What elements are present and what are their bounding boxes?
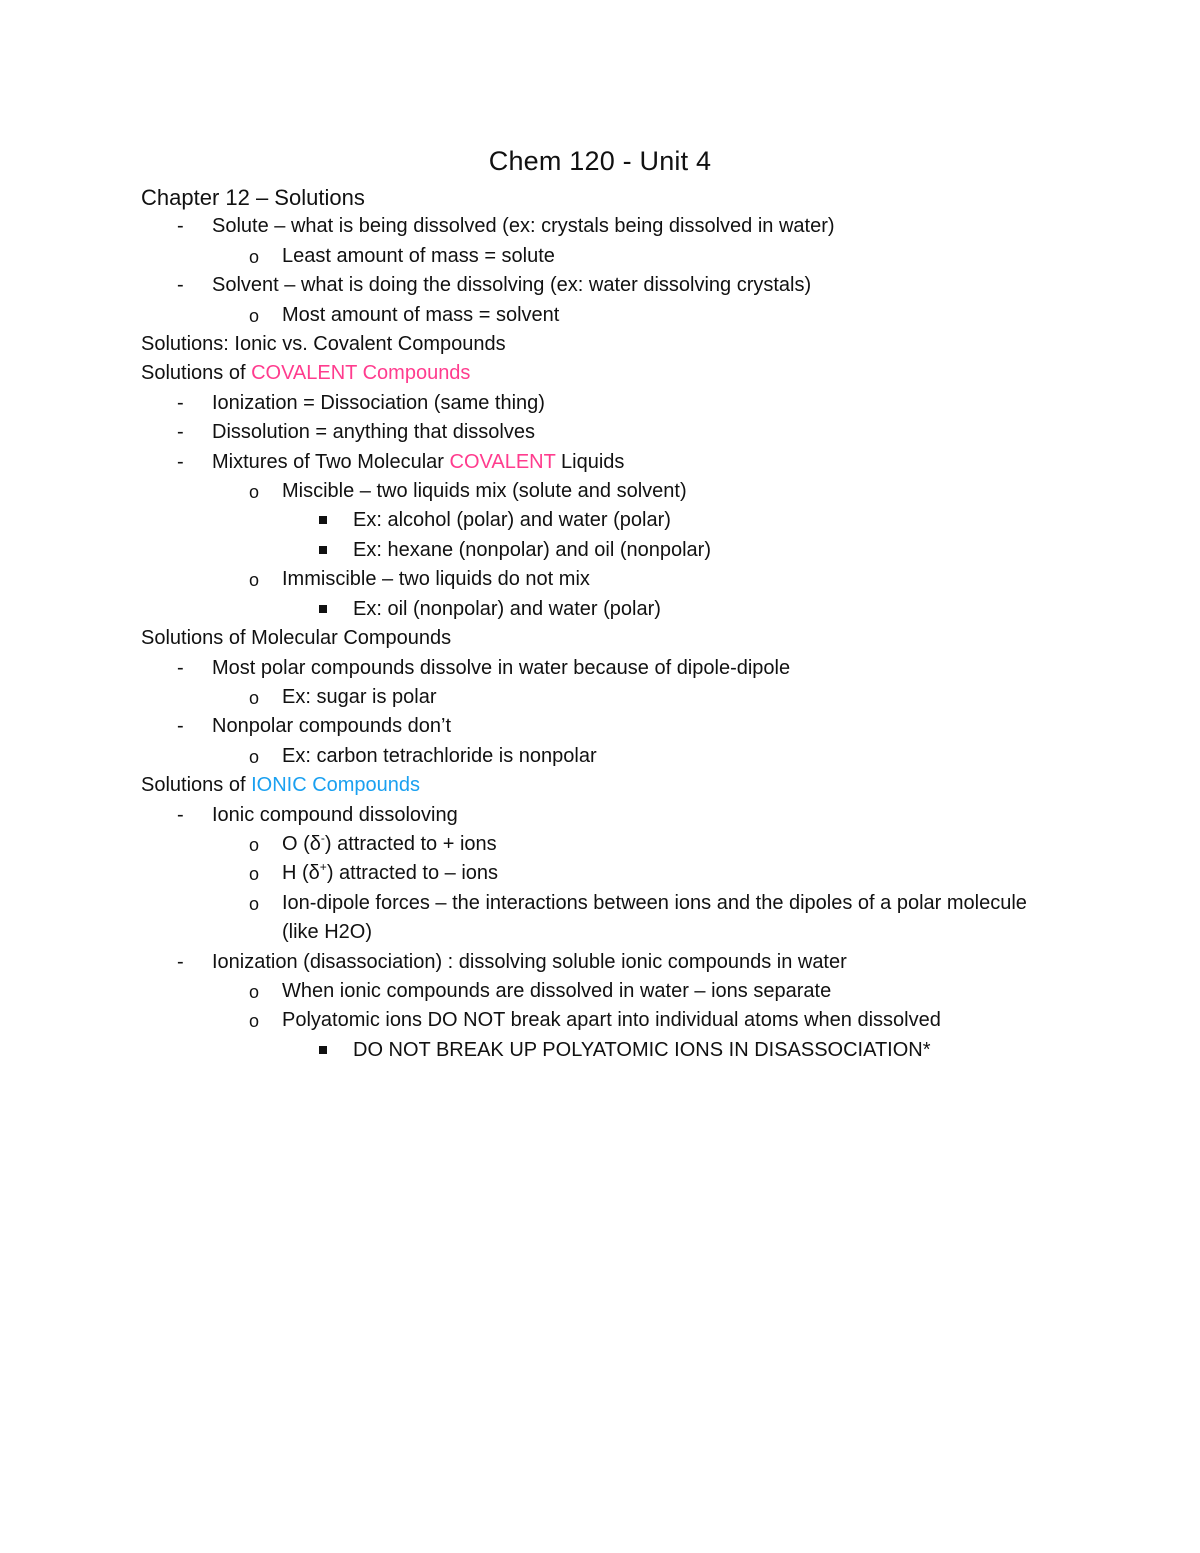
ion-dipole-definition: Ion-dipole forces – the interactions between ions and the dipoles of a polar molecule (like H2O) [282,891,1027,944]
section-heading-ionic [141,771,1041,800]
list-item [141,506,1041,535]
circle-bullet-icon: o [249,687,260,708]
list-item [141,859,1041,888]
list-item [141,595,1041,624]
solute-definition: Solute – what is being dissolved (ex: crystals being dissolved in water) [212,215,835,238]
list-item [141,683,1041,712]
circle-bullet-icon: o [249,834,260,855]
solvent-note: Most amount of mass = solvent [282,303,560,326]
list-item [141,654,1041,683]
dash-bullet-icon: - [177,274,184,297]
list-item [141,389,1041,418]
circle-bullet-icon: o [249,570,260,591]
dash-bullet-icon: - [177,391,184,414]
dash-bullet-icon: - [177,656,184,679]
page-title: Chem 120 - Unit 4 [488,146,712,176]
oxygen-charge: - [320,830,325,845]
list-item [141,242,1041,271]
list-item [141,742,1041,771]
list-item [141,271,1041,300]
list-item [141,448,1041,477]
list-item [141,212,1041,241]
oxygen-note-suffix: ) attracted to + ions [324,832,497,855]
solvent-definition: Solvent – what is doing the dissolving (ex: water dissolving crystals) [212,274,812,297]
square-bullet-icon [319,1046,327,1054]
list-item [141,1006,1041,1035]
ionic-highlight: IONIC Compounds [251,774,421,797]
section-heading-covalent [141,359,1041,388]
dash-bullet-icon: - [177,715,184,738]
list-item [141,977,1041,1006]
list-item [141,477,1041,506]
dash-bullet-icon: - [177,450,184,473]
heading-prefix: Solutions of [141,362,252,385]
polar-compounds-note: Most polar compounds dissolve in water because of dipole-dipole [212,656,791,679]
polyatomic-warning: DO NOT BREAK UP POLYATOMIC IONS IN DISASSOCIATION* [353,1038,931,1061]
solute-note: Least amount of mass = solute [282,244,555,267]
dash-bullet-icon: - [177,215,184,238]
mixtures-suffix: Liquids [555,450,625,473]
circle-bullet-icon: o [249,246,260,267]
circle-bullet-icon: o [249,981,260,1002]
covalent-highlight: COVALENT Compounds [251,362,471,385]
list-item [141,1036,1041,1065]
polyatomic-ions-note: Polyatomic ions DO NOT break apart into individual atoms when dissolved [282,1009,941,1032]
polar-example: Ex: sugar is polar [282,685,437,708]
list-item [141,418,1041,447]
immiscible-definition: Immiscible – two liquids do not mix [282,568,590,591]
chapter-heading: Chapter 12 – Solutions [141,185,365,210]
hydrogen-charge: + [319,860,327,875]
dissolution-definition: Dissolution = anything that dissolves [212,421,535,444]
miscible-example: Ex: hexane (nonpolar) and oil (nonpolar) [353,538,711,561]
dash-bullet-icon: - [177,950,184,973]
circle-bullet-icon: o [249,482,260,503]
list-item [141,830,1041,859]
hydrogen-note-suffix: ) attracted to – ions [326,862,499,885]
immiscible-example: Ex: oil (nonpolar) and water (polar) [353,597,661,620]
list-item [141,801,1041,830]
nonpolar-compounds-note: Nonpolar compounds don’t [212,715,452,738]
hydrogen-note-prefix: H (δ [282,862,320,885]
ionization-disassociation-note: Ionization (disassociation) : dissolving soluble ionic compounds in water [212,950,847,973]
circle-bullet-icon: o [249,746,260,767]
list-item [141,712,1041,741]
circle-bullet-icon: o [249,864,260,885]
square-bullet-icon [319,605,327,613]
miscible-example: Ex: alcohol (polar) and water (polar) [353,509,671,532]
circle-bullet-icon: o [249,305,260,326]
miscible-definition: Miscible – two liquids mix (solute and solvent) [282,480,687,503]
square-bullet-icon [319,546,327,554]
heading-prefix: Solutions of [141,774,252,797]
oxygen-note-prefix: O (δ [282,832,321,855]
list-item [141,536,1041,565]
nonpolar-example: Ex: carbon tetrachloride is nonpolar [282,744,597,767]
list-item [141,948,1041,977]
section-heading-ionic-vs-covalent: Solutions: Ionic vs. Covalent Compounds [141,333,506,356]
ionization-definition: Ionization = Dissociation (same thing) [212,391,545,414]
list-item [141,889,1042,948]
section-heading-molecular: Solutions of Molecular Compounds [141,627,452,650]
document-body [141,183,1041,1065]
ionic-dissolving-note: Ionic compound dissoloving [212,803,458,826]
ions-separate-note: When ionic compounds are dissolved in water – ions separate [282,979,832,1002]
dash-bullet-icon: - [177,421,184,444]
square-bullet-icon [319,516,327,524]
mixtures-prefix: Mixtures of Two Molecular [212,450,450,473]
dash-bullet-icon: - [177,803,184,826]
list-item [141,301,1041,330]
circle-bullet-icon: o [249,1011,260,1032]
covalent-highlight: COVALENT [449,450,556,473]
circle-bullet-icon: o [249,893,260,914]
list-item [141,565,1041,594]
